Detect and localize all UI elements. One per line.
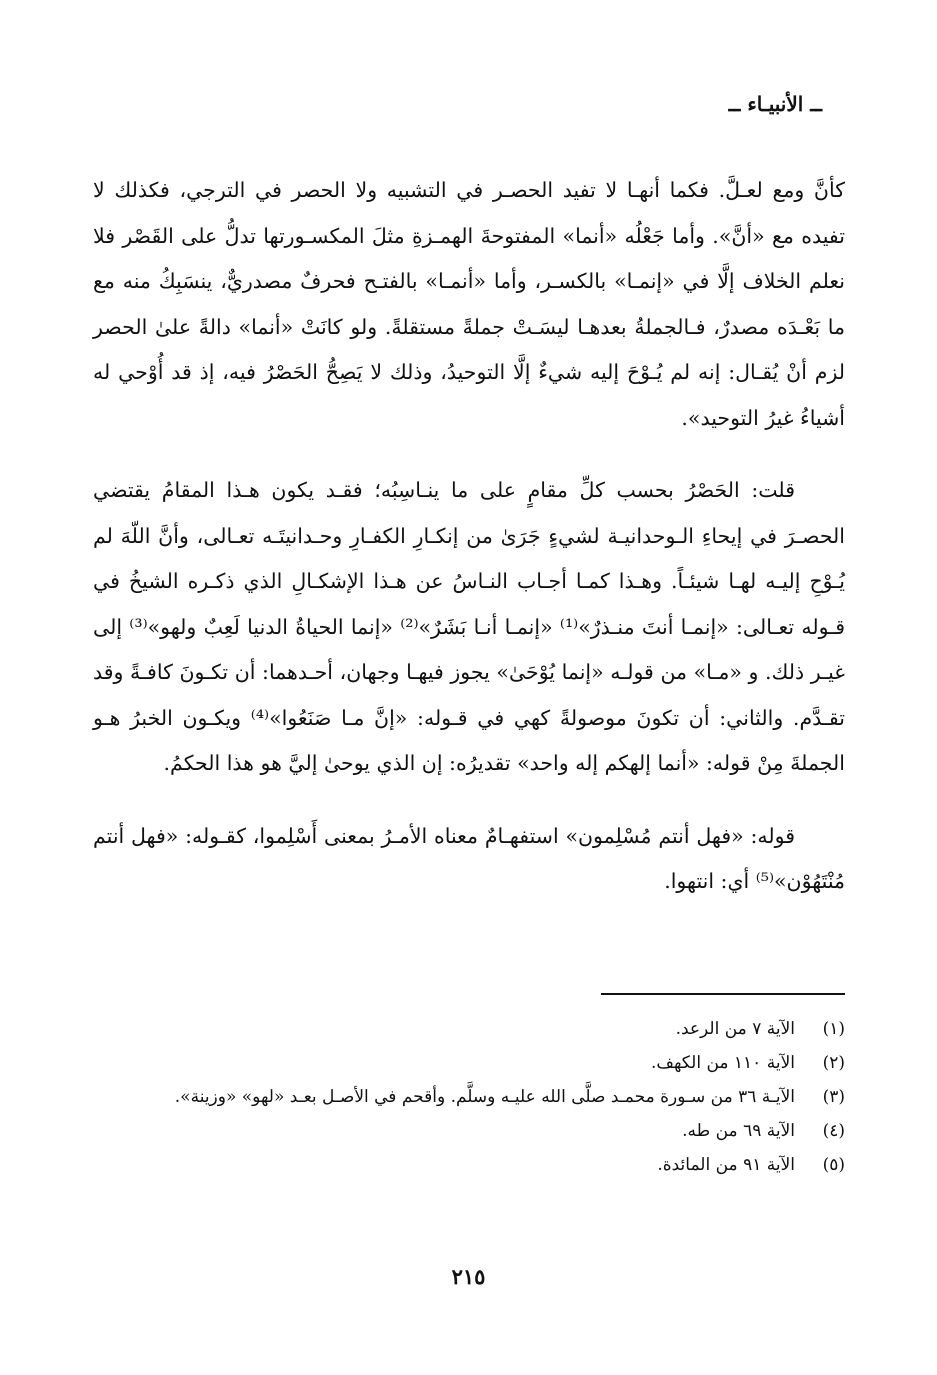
footnote: [93, 1012, 845, 1046]
paragraph: قوله: «فهل أنتم مُسْلِمون» استفهـامٌ معناه الأمـرُ بمعنى أَسْلِموا، كقـوله: «فهل أنتم مُنْتَهُوْن»⁽⁵⁾ أي: انتهوا.: [93, 823, 845, 893]
running-head: ــ الأنبيـاء ــ: [728, 92, 822, 116]
footnote-number: (١): [822, 1019, 845, 1039]
footnote-number: (٣): [822, 1087, 845, 1107]
footnote: [93, 1080, 845, 1114]
main-text: [93, 168, 845, 905]
footnote: [93, 1046, 845, 1080]
footnote-text: الآية ١١٠ من الكهف.: [650, 1053, 795, 1073]
footnote-text: الآيـة ٣٦ من سـورة محمـد صلَّى الله عليـه وسلَّم. وأقحم في الأصـل بعـد «لهو» «وزينة».: [174, 1087, 795, 1107]
footnote: [93, 1114, 845, 1148]
footnote-number: (٢): [822, 1053, 845, 1073]
footnote-text: الآية ٧ من الرعد.: [675, 1019, 795, 1039]
footnote-separator: [601, 993, 845, 995]
paragraph: قلت: الحَصْرُ بحسب كلِّ مقامٍ على ما ينـاسِبُه؛ فقـد يكون هـذا المقامُ يقتضي الحصـرَ في إيحاءِ الـوحدانيـة لشيءٍ جَرَىٰ من إنكـارِ الكفـارِ وحـدانيتَـه تعـالى، وأنَّ اللّهَ لم يُـوْحِ إليـه لهـا شيئـاً. وهـذا كمـا أجـاب النـاسُ عن هـذا الإشكـالِ الذي ذكـره الشيخُ في قـوله تعـالى: «إنمـا أنتَ منـذرٌ»⁽¹⁾ «إنمـا أنـا بَشَرٌ»⁽²⁾ «إنما الحياةُ الدنيا لَعِبٌ ولهو»⁽³⁾ إلى غيـر ذلك. و «مـا» من قولـه «إنما يُوْحَىٰ» يجوز فيهـا وجهان، أحـدهما: أن تكـونَ كافـةً وقد تقـدَّم. والثاني: أن تكونَ موصولةً كهي في قـوله: «إنَّ مـا صَنَعُوا»⁽⁴⁾ ويكـون الخبرُ هـو الجملةَ مِنْ قوله: «أنما إلهكم إله واحد» تقديرُه: إن الذي يوحىٰ إليَّ هو هذا الحكمُ.: [93, 478, 845, 775]
footnote-number: (٥): [822, 1155, 845, 1175]
footnote-text: الآية ٦٩ من طه.: [682, 1121, 795, 1141]
paragraph: كأنَّ ومع لعـلَّ. فكما أنهـا لا تفيد الحصـر في التشبيه ولا الحصر في الترجي، فكذلك لا تفيده مع «أنَّ». وأما جَعْلُه «أنما» المفتوحةَ الهمـزةِ مثلَ المكسـورتها تدلُّ على القَصْر فلا نعلم الخلاف إلَّا في «إنمـا» بالكسـر، وأما «أنمـا» بالفتـح فحرفٌ مصدريٌّ، ينسَبِكُ منه مع ما بَعْـدَه مصدرٌ، فـالجملةُ بعدهـا ليسَـتْ جملةً مستقلةً. ولو كانَتْ «أنما» دالةً علىٰ الحصر لزم أنْ يُقـال: إنه لم يُـوْحَ إليه شيءٌ إلَّا التوحيدُ، وذلك لا يَصِحُّ الحَصْرُ فيه، إذ قد أُوْحي له أشياءُ غيرُ التوحيد».: [93, 178, 846, 430]
page-number: ٢١٥: [451, 1264, 486, 1289]
footnotes: [93, 1012, 845, 1182]
footnote: [93, 1148, 845, 1182]
footnote-number: (٤): [822, 1121, 845, 1141]
footnote-text: الآية ٩١ من المائدة.: [657, 1155, 795, 1175]
